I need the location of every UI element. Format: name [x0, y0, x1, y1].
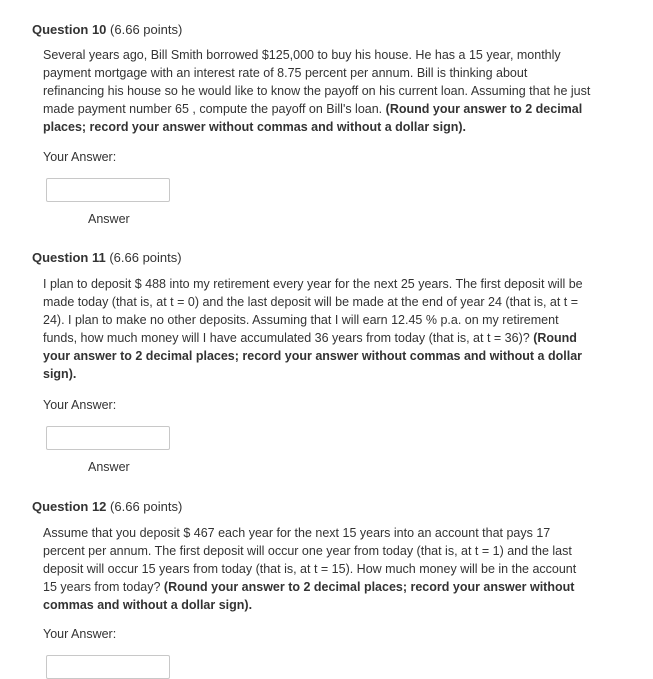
answer-input[interactable] — [46, 178, 170, 202]
question-instruction: (Round your answer to 2 decimal places; record your answer without commas and without a dollar sign). — [43, 102, 583, 134]
question-instruction: (Round your answer to 2 decimal places; record your answer without commas and without a dollar sign). — [43, 580, 575, 612]
question-body: I plan to deposit $ 488 into my retirement every year for the next 25 years. The first deposit will be made today (that is, at t = 0) and the last deposit will be made at the end of year 24 (that is, at t = 24). I plan to make no other deposits. Assuming that I will earn 12.45 % p.a. on my retirement funds, how much money will I have accumulated 36 years from today (that is, at t = 36)? — [43, 277, 583, 345]
question-text — [43, 524, 591, 614]
question-header — [32, 22, 182, 38]
question-title: Question 10 — [32, 22, 107, 37]
question-points: (6.66 points) — [109, 250, 182, 265]
question-text — [43, 275, 591, 383]
question-title: Question 11 — [32, 250, 106, 265]
question-points: (6.66 points) — [110, 22, 183, 37]
answer-label: Answer — [88, 212, 130, 226]
your-answer-label: Your Answer: — [43, 398, 117, 412]
your-answer-label: Your Answer: — [43, 627, 117, 641]
answer-input[interactable] — [46, 655, 170, 679]
question-header — [32, 499, 182, 515]
question-body: Several years ago, Bill Smith borrowed $125,000 to buy his house. He has a 15 year, monthly payment mortgage with an interest rate of 8.75 percent per annum. Bill is thinking about refinancing his house so he would like to know the payoff on his current loan. Assuming that he just made payment number 65 , compute the payoff on Bill's loan. — [43, 48, 591, 116]
question-body: Assume that you deposit $ 467 each year for the next 15 years into an account that pays 17 percent per annum. The first deposit will occur one year from today (that is, at t = 1) and the last deposit will occur 15 years from today (that is, at t = 15). How much money will be in the account 15 years from today? — [43, 526, 577, 594]
question-header — [32, 250, 182, 266]
question-text — [43, 46, 591, 136]
question-title: Question 12 — [32, 499, 107, 514]
question-points: (6.66 points) — [110, 499, 183, 514]
answer-input[interactable] — [46, 426, 170, 450]
answer-label: Answer — [88, 460, 130, 474]
question-instruction: (Round your answer to 2 decimal places; record your answer without commas and without a dollar sign). — [43, 331, 583, 381]
your-answer-label: Your Answer: — [43, 150, 117, 164]
